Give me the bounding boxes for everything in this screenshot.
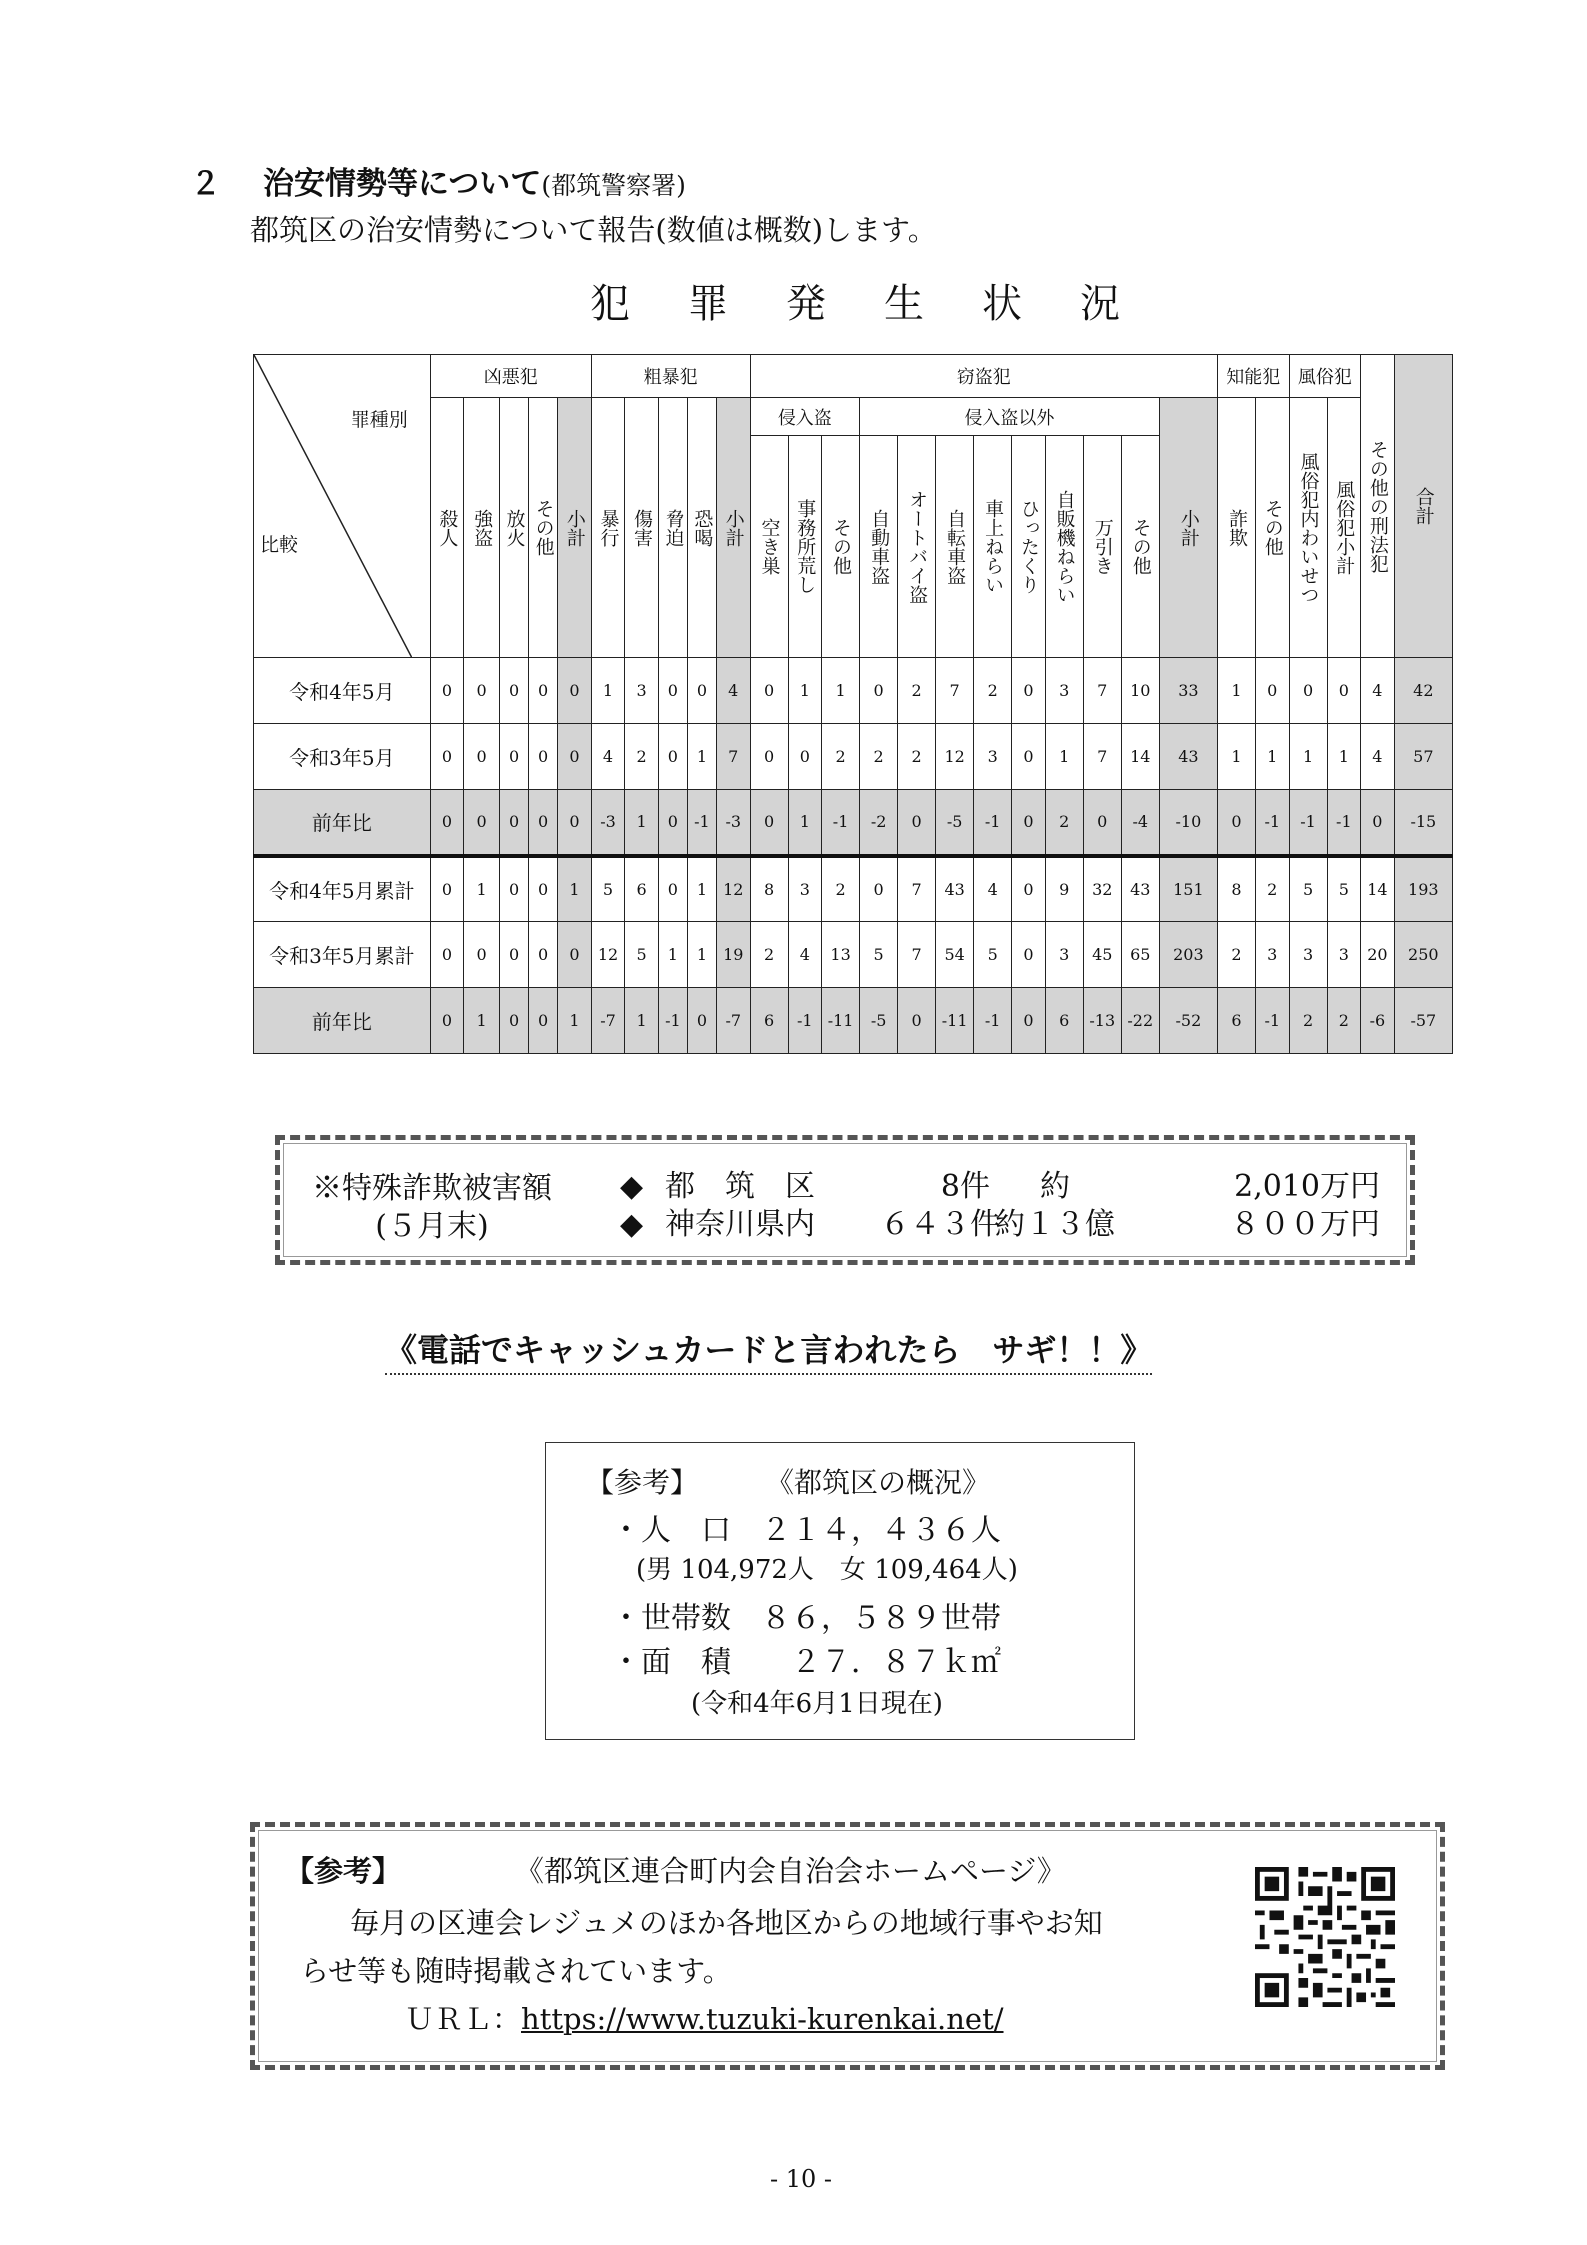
table-cell: -22 bbox=[1121, 988, 1159, 1054]
table-cell: 0 bbox=[898, 790, 936, 856]
table-cell: 7 bbox=[716, 724, 750, 790]
table-cell: 0 bbox=[1012, 856, 1046, 922]
table-cell: 0 bbox=[430, 658, 464, 724]
table-cell: 0 bbox=[430, 988, 464, 1054]
reference-title: 《都筑区の概況》 bbox=[766, 1466, 991, 1499]
table-cell: 0 bbox=[687, 988, 716, 1054]
fraud-approx: 約 bbox=[1040, 1169, 1070, 1204]
group-break-in: 侵入盗 bbox=[750, 398, 860, 436]
population-by-gender: (男 104,972人 女 109,464人) bbox=[636, 1555, 1018, 1585]
table-cell: 0 bbox=[658, 658, 687, 724]
table-cell: 5 bbox=[860, 922, 898, 988]
col-header: 風俗犯小計 bbox=[1327, 398, 1361, 658]
table-cell: 4 bbox=[788, 922, 822, 988]
table-cell: 3 bbox=[1045, 658, 1083, 724]
table-cell: 5 bbox=[1327, 856, 1361, 922]
table-cell: -57 bbox=[1394, 988, 1452, 1054]
table-cell: 0 bbox=[558, 724, 592, 790]
table-cell: 9 bbox=[1045, 856, 1083, 922]
table-cell: 12 bbox=[716, 856, 750, 922]
slogan: 《電話でキャッシュカードと言われたら サギ！！》 bbox=[385, 1325, 1152, 1375]
table-cell: 151 bbox=[1159, 856, 1217, 922]
table-cell: 203 bbox=[1159, 922, 1217, 988]
table-cell: 193 bbox=[1394, 856, 1452, 922]
table-cell: 2 bbox=[974, 658, 1012, 724]
table-cell: 3 bbox=[625, 658, 659, 724]
table-cell: -52 bbox=[1159, 988, 1217, 1054]
table-cell: -11 bbox=[822, 988, 860, 1054]
table-cell: 43 bbox=[1121, 856, 1159, 922]
table-cell: -7 bbox=[716, 988, 750, 1054]
table-cell: 4 bbox=[591, 724, 625, 790]
table-cell: 5 bbox=[974, 922, 1012, 988]
table-cell: 4 bbox=[716, 658, 750, 724]
table-cell: -1 bbox=[687, 790, 716, 856]
page-number: - 10 - bbox=[770, 2165, 833, 2193]
table-cell: 0 bbox=[529, 658, 558, 724]
table-cell: -7 bbox=[591, 988, 625, 1054]
table-cell: 45 bbox=[1083, 922, 1121, 988]
group-violent: 凶悪犯 bbox=[430, 355, 591, 398]
col-header: 自販機ねらい bbox=[1045, 436, 1083, 658]
table-cell: 12 bbox=[936, 724, 974, 790]
table-cell: 1 bbox=[625, 988, 659, 1054]
table-cell: 7 bbox=[898, 856, 936, 922]
table-cell: 1 bbox=[658, 922, 687, 988]
table-cell: -13 bbox=[1083, 988, 1121, 1054]
table-cell: 54 bbox=[936, 922, 974, 988]
table-cell: 42 bbox=[1394, 658, 1452, 724]
table-cell: -2 bbox=[860, 790, 898, 856]
col-header: 自転車盗 bbox=[936, 436, 974, 658]
table-cell: 2 bbox=[625, 724, 659, 790]
section-source: (都筑警察署) bbox=[541, 171, 686, 200]
reference-tag: 【参考】 bbox=[586, 1466, 699, 1499]
table-cell: 14 bbox=[1361, 856, 1395, 922]
district-overview-box bbox=[545, 1442, 1135, 1740]
table-cell: 19 bbox=[716, 922, 750, 988]
table-cell: 1 bbox=[1045, 724, 1083, 790]
table-cell: -3 bbox=[591, 790, 625, 856]
table-cell: 33 bbox=[1159, 658, 1217, 724]
table-cell: -1 bbox=[974, 790, 1012, 856]
table-cell: 0 bbox=[464, 658, 500, 724]
col-header: 風俗犯内わいせつ bbox=[1289, 398, 1327, 658]
area: ・面 積 ２７．８７ｋ㎡ bbox=[611, 1645, 1001, 1680]
fraud-row-ward bbox=[620, 1168, 1380, 1206]
section-heading bbox=[190, 158, 686, 203]
table-cell: 0 bbox=[558, 658, 592, 724]
fraud-label bbox=[312, 1170, 552, 1246]
table-cell: 1 bbox=[687, 856, 716, 922]
table-cell: 2 bbox=[1327, 988, 1361, 1054]
table-cell: -5 bbox=[936, 790, 974, 856]
group-moral: 風俗犯 bbox=[1289, 355, 1361, 398]
table-cell: -1 bbox=[1327, 790, 1361, 856]
diamond-bullet-icon: ◆ bbox=[620, 1169, 644, 1204]
homepage-description-line2: らせ等も随時掲載されています。 bbox=[300, 1954, 732, 1988]
section-title: 治安情勢等について bbox=[263, 166, 542, 202]
population: ・人 口 ２１４，４３６人 bbox=[611, 1513, 1001, 1548]
table-title: 犯罪発生状況 bbox=[590, 281, 1178, 327]
col-header: その他 bbox=[1121, 436, 1159, 658]
table-cell: 0 bbox=[788, 724, 822, 790]
table-cell: 0 bbox=[860, 856, 898, 922]
group-rough: 粗暴犯 bbox=[591, 355, 750, 398]
fraud-approx: 約１３億 bbox=[995, 1207, 1115, 1242]
table-cell: 0 bbox=[658, 724, 687, 790]
col-header: 恐喝 bbox=[687, 398, 716, 658]
group-intellectual: 知能犯 bbox=[1217, 355, 1289, 398]
col-header: 傷害 bbox=[625, 398, 659, 658]
table-cell: 2 bbox=[1256, 856, 1290, 922]
table-cell: 0 bbox=[658, 856, 687, 922]
homepage-tag: 【参考】 bbox=[285, 1854, 402, 1888]
col-header: ひったくり bbox=[1012, 436, 1046, 658]
table-cell: -1 bbox=[658, 988, 687, 1054]
col-header: 空き巣 bbox=[750, 436, 788, 658]
fraud-label-period: (５月末) bbox=[375, 1209, 489, 1244]
homepage-url-line bbox=[405, 1997, 1004, 2038]
table-cell: -10 bbox=[1159, 790, 1217, 856]
table-cell: 2 bbox=[822, 856, 860, 922]
table-cell: 0 bbox=[430, 856, 464, 922]
table-cell: 7 bbox=[1083, 724, 1121, 790]
table-cell: 4 bbox=[974, 856, 1012, 922]
table-cell: 0 bbox=[898, 988, 936, 1054]
table-cell: 0 bbox=[1012, 724, 1046, 790]
table-cell: 6 bbox=[1045, 988, 1083, 1054]
table-cell: 0 bbox=[1217, 790, 1255, 856]
table-cell: 43 bbox=[936, 856, 974, 922]
table-cell: 57 bbox=[1394, 724, 1452, 790]
row-label: 前年比 bbox=[254, 988, 431, 1054]
fraud-count: 8件 bbox=[940, 1169, 990, 1204]
col-header: その他 bbox=[1256, 398, 1290, 658]
crime-statistics-table bbox=[253, 354, 1453, 1054]
col-header-other-penal: その他の刑法犯 bbox=[1361, 355, 1395, 658]
url-label: ＵＲＬ： bbox=[405, 2002, 522, 2036]
col-header: 殺人 bbox=[430, 398, 464, 658]
homepage-title: 《都筑区連合町内会自治会ホームページ》 bbox=[515, 1854, 1066, 1888]
table-cell: 1 bbox=[788, 658, 822, 724]
homepage-box bbox=[250, 1822, 1445, 2070]
col-header: 自動車盗 bbox=[860, 436, 898, 658]
table-cell: 65 bbox=[1121, 922, 1159, 988]
table-cell: 6 bbox=[625, 856, 659, 922]
table-cell: 2 bbox=[898, 724, 936, 790]
row-label: 令和4年5月 bbox=[254, 658, 431, 724]
qr-code-icon[interactable] bbox=[1255, 1867, 1395, 2007]
col-header: 放火 bbox=[500, 398, 529, 658]
fraud-area: 都 筑 区 bbox=[665, 1169, 815, 1204]
table-cell: -1 bbox=[1289, 790, 1327, 856]
table-cell: -11 bbox=[936, 988, 974, 1054]
table-row bbox=[254, 790, 1453, 856]
table-cell: 0 bbox=[1083, 790, 1121, 856]
table-cell: 6 bbox=[1217, 988, 1255, 1054]
col-header-subtotal: 小計 bbox=[716, 398, 750, 658]
table-cell: 1 bbox=[687, 922, 716, 988]
col-header: 脅迫 bbox=[658, 398, 687, 658]
table-cell: -1 bbox=[788, 988, 822, 1054]
table-cell: 3 bbox=[1327, 922, 1361, 988]
table-cell: 32 bbox=[1083, 856, 1121, 922]
table-cell: 1 bbox=[1256, 724, 1290, 790]
table-cell: 8 bbox=[750, 856, 788, 922]
table-cell: 13 bbox=[822, 922, 860, 988]
table-cell: 1 bbox=[1217, 658, 1255, 724]
table-cell: 1 bbox=[558, 856, 592, 922]
col-header: 事務所荒し bbox=[788, 436, 822, 658]
table-cell: 12 bbox=[591, 922, 625, 988]
table-cell: 0 bbox=[1012, 790, 1046, 856]
row-label: 前年比 bbox=[254, 790, 431, 856]
table-cell: 2 bbox=[1217, 922, 1255, 988]
households: ・世帯数 ８６，５８９世帯 bbox=[611, 1601, 1001, 1636]
table-cell: 4 bbox=[1361, 658, 1395, 724]
table-cell: 3 bbox=[1045, 922, 1083, 988]
table-cell: 0 bbox=[658, 790, 687, 856]
table-cell: 1 bbox=[822, 658, 860, 724]
table-cell: 7 bbox=[898, 922, 936, 988]
table-cell: 2 bbox=[1045, 790, 1083, 856]
table-cell: 8 bbox=[1217, 856, 1255, 922]
corner-diagonal bbox=[254, 355, 412, 658]
table-cell: 7 bbox=[1083, 658, 1121, 724]
table-cell: 0 bbox=[1012, 658, 1046, 724]
table-cell: -5 bbox=[860, 988, 898, 1054]
fraud-area: 神奈川県内 bbox=[665, 1207, 815, 1242]
table-cell: 0 bbox=[1012, 922, 1046, 988]
table-cell: 0 bbox=[860, 658, 898, 724]
col-header-subtotal: 小計 bbox=[558, 398, 592, 658]
homepage-url-link[interactable]: https://www.tuzuki-kurenkai.net/ bbox=[521, 2002, 1004, 2036]
table-row bbox=[254, 988, 1453, 1054]
table-cell: 1 bbox=[687, 724, 716, 790]
table-cell: 0 bbox=[529, 856, 558, 922]
table-cell: 1 bbox=[591, 658, 625, 724]
table-cell: 2 bbox=[860, 724, 898, 790]
table-cell: 0 bbox=[1012, 988, 1046, 1054]
fraud-label-title: ※特殊詐欺被害額 bbox=[312, 1171, 552, 1206]
row-label: 令和3年5月 bbox=[254, 724, 431, 790]
table-cell: 3 bbox=[1289, 922, 1327, 988]
table-row bbox=[254, 658, 1453, 724]
fraud-amount: ８００万円 bbox=[1230, 1207, 1380, 1242]
table-cell: 250 bbox=[1394, 922, 1452, 988]
table-cell: 5 bbox=[1289, 856, 1327, 922]
table-cell: 2 bbox=[750, 922, 788, 988]
col-header: 強盗 bbox=[464, 398, 500, 658]
table-cell: 0 bbox=[1256, 658, 1290, 724]
row-label: 令和4年5月累計 bbox=[254, 856, 431, 922]
table-cell: 4 bbox=[1361, 724, 1395, 790]
table-cell: 0 bbox=[464, 790, 500, 856]
col-header: 詐欺 bbox=[1217, 398, 1255, 658]
table-cell: 10 bbox=[1121, 658, 1159, 724]
table-cell: 1 bbox=[464, 856, 500, 922]
table-cell: 0 bbox=[1361, 790, 1395, 856]
table-cell: 0 bbox=[500, 922, 529, 988]
table-cell: 0 bbox=[500, 658, 529, 724]
fraud-damage-box bbox=[275, 1135, 1415, 1265]
col-header-total: 合計 bbox=[1394, 355, 1452, 658]
col-header: 車上ねらい bbox=[974, 436, 1012, 658]
table-cell: 14 bbox=[1121, 724, 1159, 790]
fraud-row-prefecture bbox=[620, 1206, 1380, 1244]
table-cell: 3 bbox=[788, 856, 822, 922]
table-cell: 2 bbox=[822, 724, 860, 790]
table-row bbox=[254, 724, 1453, 790]
table-cell: 0 bbox=[529, 724, 558, 790]
fraud-amount: 2,010万円 bbox=[1234, 1169, 1380, 1204]
col-header: その他 bbox=[822, 436, 860, 658]
table-cell: 2 bbox=[898, 658, 936, 724]
table-cell: 0 bbox=[750, 724, 788, 790]
table-corner-cell bbox=[254, 355, 431, 658]
table-cell: 0 bbox=[558, 922, 592, 988]
table-cell: 0 bbox=[500, 988, 529, 1054]
table-cell: 43 bbox=[1159, 724, 1217, 790]
table-cell: 0 bbox=[558, 790, 592, 856]
table-cell: -1 bbox=[822, 790, 860, 856]
table-cell: 0 bbox=[500, 790, 529, 856]
diamond-bullet-icon: ◆ bbox=[620, 1207, 644, 1242]
table-cell: 1 bbox=[625, 790, 659, 856]
table-cell: 3 bbox=[1256, 922, 1290, 988]
table-cell: 0 bbox=[464, 724, 500, 790]
section-number: ２ bbox=[190, 166, 221, 202]
table-cell: 0 bbox=[500, 856, 529, 922]
intro-text: 都筑区の治安情勢について報告(数値は概数)します。 bbox=[250, 213, 937, 247]
table-cell: 6 bbox=[750, 988, 788, 1054]
col-header-subtotal: 小計 bbox=[1159, 398, 1217, 658]
table-cell: 0 bbox=[687, 658, 716, 724]
table-cell: -3 bbox=[716, 790, 750, 856]
table-cell: 3 bbox=[974, 724, 1012, 790]
table-cell: 0 bbox=[1327, 658, 1361, 724]
fraud-count: ６４３件 bbox=[880, 1207, 1000, 1242]
table-cell: 0 bbox=[750, 658, 788, 724]
table-cell: 7 bbox=[936, 658, 974, 724]
corner-label-category: 罪種別 bbox=[350, 409, 408, 431]
table-cell: 1 bbox=[788, 790, 822, 856]
table-cell: 0 bbox=[464, 922, 500, 988]
table-cell: -1 bbox=[1256, 988, 1290, 1054]
table-cell: 0 bbox=[529, 988, 558, 1054]
table-cell: 1 bbox=[1289, 724, 1327, 790]
table-cell: -1 bbox=[974, 988, 1012, 1054]
fraud-rows bbox=[620, 1168, 1380, 1244]
table-cell: 5 bbox=[591, 856, 625, 922]
table-cell: -6 bbox=[1361, 988, 1395, 1054]
table-cell: 0 bbox=[500, 724, 529, 790]
col-header: 万引き bbox=[1083, 436, 1121, 658]
col-header: 暴行 bbox=[591, 398, 625, 658]
table-cell: 1 bbox=[1217, 724, 1255, 790]
table-cell: 2 bbox=[1289, 988, 1327, 1054]
table-cell: 0 bbox=[529, 922, 558, 988]
table-cell: 5 bbox=[625, 922, 659, 988]
table-cell: -4 bbox=[1121, 790, 1159, 856]
table-cell: 0 bbox=[430, 790, 464, 856]
col-header: その他 bbox=[529, 398, 558, 658]
table-cell: -1 bbox=[1256, 790, 1290, 856]
table-row bbox=[254, 922, 1453, 988]
group-non-break-in: 侵入盗以外 bbox=[860, 398, 1160, 436]
table-row bbox=[254, 856, 1453, 922]
homepage-description-line1: 毎月の区連会レジュメのほか各地区からの地域行事やお知 bbox=[350, 1906, 1103, 1940]
table-cell: -15 bbox=[1394, 790, 1452, 856]
table-cell: 0 bbox=[1289, 658, 1327, 724]
table-cell: 0 bbox=[430, 724, 464, 790]
table-cell: 1 bbox=[464, 988, 500, 1054]
corner-label-comparison: 比較 bbox=[260, 534, 299, 556]
table-cell: 20 bbox=[1361, 922, 1395, 988]
table-cell: 0 bbox=[750, 790, 788, 856]
col-header: オートバイ盗 bbox=[898, 436, 936, 658]
row-label: 令和3年5月累計 bbox=[254, 922, 431, 988]
table-cell: 1 bbox=[558, 988, 592, 1054]
table-cell: 1 bbox=[1327, 724, 1361, 790]
table-cell: 0 bbox=[430, 922, 464, 988]
as-of-date: (令和4年6月1日現在) bbox=[691, 1689, 943, 1719]
table-cell: 0 bbox=[529, 790, 558, 856]
group-theft: 窃盗犯 bbox=[750, 355, 1217, 398]
